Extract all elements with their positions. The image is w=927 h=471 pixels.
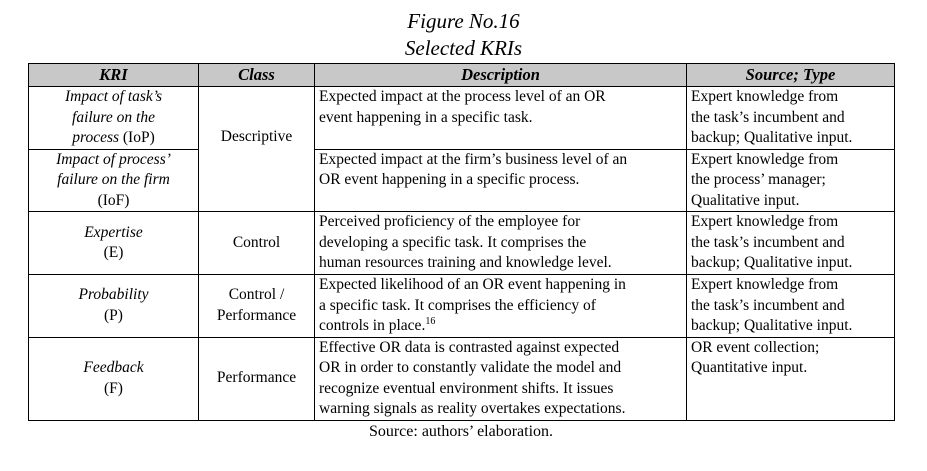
description-line: OR in order to constantly validate the model and	[319, 359, 622, 376]
kri-abbreviation: (P)	[104, 306, 123, 324]
source-cell	[687, 337, 895, 420]
class-label: Performance	[216, 306, 297, 324]
kri-name-cell	[29, 87, 199, 150]
source-note: Source: authors’ elaboration.	[368, 423, 554, 440]
description-line: warning signals as reality overtakes expectations.	[319, 400, 626, 417]
class-label: Control /	[228, 286, 285, 304]
kri-name-line: Probability	[78, 286, 149, 304]
source-line: Expert knowledge from	[691, 150, 839, 168]
source-line: the task’s incumbent and	[691, 108, 845, 126]
source-line: Quantitative input.	[691, 359, 808, 376]
source-line: the task’s incumbent and	[691, 296, 845, 314]
description-line: Perceived proficiency of the employee for	[319, 213, 581, 230]
table-row	[29, 149, 895, 212]
kri-name-line: Impact of task’s	[64, 88, 162, 105]
table-row	[29, 87, 895, 150]
kri-name-line: process	[72, 129, 120, 146]
table-header-row	[29, 64, 895, 87]
source-line: the process’ manager;	[691, 171, 826, 188]
kri-name-line: Feedback	[83, 359, 144, 376]
source-line: Expert knowledge from	[691, 88, 839, 105]
header-kri: KRI	[29, 64, 199, 87]
kri-name-cell	[29, 212, 199, 275]
figure-number: Figure No.16	[407, 9, 520, 33]
description-line: human resources training and knowledge level.	[319, 254, 612, 271]
class-cell	[199, 87, 315, 212]
source-cell	[687, 212, 895, 275]
kri-abbreviation: (F)	[104, 379, 123, 397]
description-line: a specific task. It comprises the efficiency of	[319, 296, 596, 314]
description-line: Expected likelihood of an OR event happening in	[319, 276, 626, 293]
source-line: backup; Qualitative input.	[691, 317, 853, 334]
source-line: Expert knowledge from	[691, 276, 839, 293]
class-label: Control	[232, 233, 281, 251]
source-cell	[687, 87, 895, 150]
kri-name-cell	[29, 337, 199, 420]
header-source-type: Source; Type	[687, 64, 895, 87]
description-line: Expected impact at the firm’s business level of an	[319, 150, 628, 168]
kri-name-line: Expertise	[84, 223, 143, 241]
kri-abbreviation: (E)	[103, 244, 124, 261]
kri-name-cell	[29, 275, 199, 338]
kri-name-line: failure on the	[72, 108, 155, 126]
description-line: Effective OR data is contrasted against expected	[319, 338, 620, 356]
description-line: recognize eventual environment shifts. It issues	[319, 379, 614, 397]
kri-name-line: Impact of process’	[56, 150, 171, 168]
description-cell	[315, 87, 687, 150]
description-cell	[315, 212, 687, 275]
kri-table	[28, 63, 895, 421]
source-cell	[687, 275, 895, 338]
class-cell	[199, 275, 315, 338]
table-row	[29, 212, 895, 275]
source-line: Expert knowledge from	[691, 213, 839, 230]
source-line: Qualitative input.	[691, 191, 800, 209]
header-class: Class	[199, 64, 315, 87]
figure-title: Selected KRIs	[404, 36, 523, 60]
table-row	[29, 337, 895, 420]
class-label: Performance	[216, 369, 297, 387]
source-line: backup; Qualitative input.	[691, 254, 853, 271]
footnote-marker: 16	[425, 316, 436, 327]
class-cell	[199, 337, 315, 420]
description-line: controls in place.	[319, 317, 426, 334]
kri-name-cell	[29, 149, 199, 212]
description-cell	[315, 149, 687, 212]
source-line: the task’s incumbent and	[691, 233, 845, 251]
table-row	[29, 275, 895, 338]
class-label: Descriptive	[220, 128, 293, 145]
source-line: backup; Qualitative input.	[691, 129, 853, 146]
description-line: event happening in a specific task.	[319, 108, 533, 126]
description-cell	[315, 337, 687, 420]
header-description: Description	[315, 64, 687, 87]
source-line: OR event collection;	[691, 338, 820, 356]
description-line: developing a specific task. It comprises the	[319, 233, 587, 251]
description-line: Expected impact at the process level of an OR	[319, 88, 606, 105]
kri-abbreviation: (IoP)	[119, 129, 155, 146]
description-line: OR event happening in a specific process.	[319, 171, 580, 188]
kri-name-line: failure on the firm	[57, 171, 170, 188]
class-cell	[199, 212, 315, 275]
description-cell	[315, 275, 687, 338]
source-cell	[687, 149, 895, 212]
kri-abbreviation: (IoF)	[97, 191, 130, 209]
